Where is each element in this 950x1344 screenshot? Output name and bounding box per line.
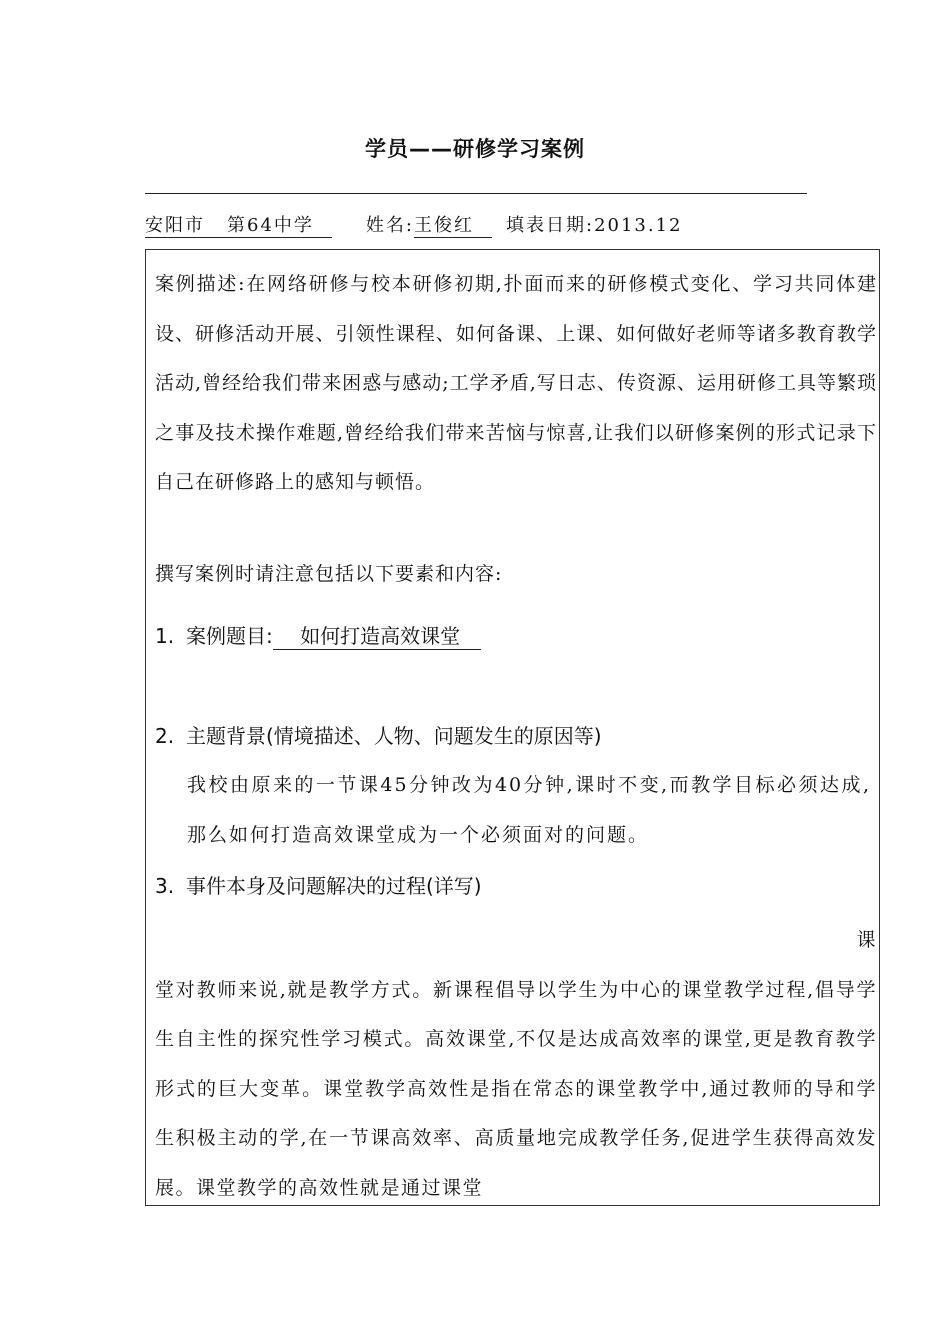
title-divider [145,193,807,194]
section-process [155,870,482,899]
city-value: 安阳市 [145,215,205,236]
case-box [145,249,880,1206]
name-label: 姓名: [365,215,414,236]
process-text-block [155,916,877,1214]
school-field [145,215,332,238]
section-label: 案例题目: [186,624,273,648]
form-header [145,211,683,237]
date-label: 填表日期: [505,215,595,236]
background-text: 我校由原来的一节课45分钟改为40分钟,课时不变,而教学目标必须达成,那么如何打造高效课堂成为一个必须面对的问题。 [187,774,871,846]
school-value: 第64中学 [227,215,314,236]
name-value: 王俊红 [413,215,474,236]
date-value: 2013.12 [594,215,683,236]
section-label: 事件本身及问题解决的过程(详写) [186,874,482,898]
section-number: 2. [155,724,175,748]
section-number: 1. [155,624,175,648]
case-description: 案例描述:在网络研修与校本研修初期,扑面而来的研修模式变化、学习共同体建设、研修活动开展、引领性课程、如何备课、上课、如何做好老师等诸多教育教学活动,曾经给我们带来困惑与感动;工学矛盾,写日志、传资源、运用研修工具等繁琐之事及技术操作难题,曾经给我们带来苦恼与惊喜,让我们以研修案例的形式记录下自己在研修路上的感知与顿悟。 [155,273,877,494]
case-title-text: 如何打造高效课堂 [300,624,461,648]
section-number: 3. [155,874,175,898]
page-title: 学员——研修学习案例 [365,137,585,161]
requirement-note: 撰写案例时请注意包括以下要素和内容: [155,563,503,585]
process-first-char: 课 [856,929,877,951]
name-field [414,215,492,238]
section-background [155,720,602,749]
process-text: 堂对教师来说,就是教学方式。新课程倡导以学生为中心的课堂教学过程,倡导学生自主性的探究性学习模式。高效课堂,不仅是达成高效率的课堂,更是教育教学形式的巨大变革。课堂教学高效性是指在常态的课堂教学中,通过教师的导和学生积极主动的学,在一节课高效率、高质量地完成教学任务,促进学生获得高效发展。课堂教学的高效性就是通过课堂 [155,978,877,1199]
section-label: 主题背景(情境描述、人物、问题发生的原因等) [186,724,602,748]
section-case-title [155,620,481,649]
case-title-value [273,624,482,650]
